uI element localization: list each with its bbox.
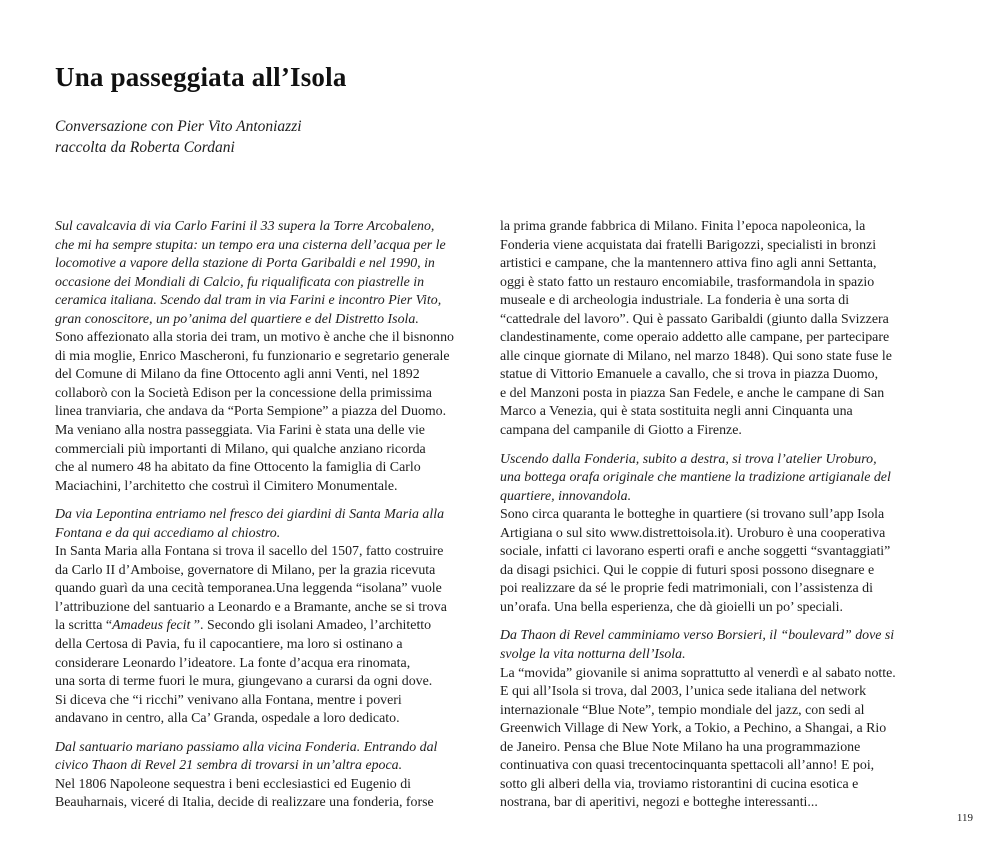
italic-text-line: Sul cavalcavia di via Carlo Farini il 33 supera la Torre Arcobaleno, bbox=[55, 219, 435, 234]
text-line: quando guarì da una cecità temporanea.Una leggenda “isolana” vuole bbox=[55, 581, 442, 597]
italic-text-line: Dal santuario mariano passiamo alla vicina Fonderia. Entrando dal bbox=[55, 739, 438, 755]
left-text-column bbox=[55, 218, 480, 813]
paragraph-gap bbox=[55, 729, 480, 739]
text-line: de Janeiro. Pensa che Blue Note Milano ha una programmazione bbox=[500, 739, 861, 755]
text-line: artistici e campane, che la mantennero attiva fino agli anni Settanta, bbox=[500, 256, 877, 272]
italic-text-line: una bottega orafa originale che mantiene la tradizione artigianale del bbox=[500, 470, 891, 486]
text-line: Nel 1806 Napoleone sequestra i beni ecclesiastici ed Eugenio di bbox=[55, 776, 412, 792]
text-line: l’attribuzione del santuario a Leonardo e a Bramante, anche se si trova bbox=[55, 599, 447, 615]
text-line: nostrana, bar di aperitivi, negozi e botteghe interessanti... bbox=[500, 795, 818, 811]
italic-text-line: occasione dei Mondiali di Calcio, fu riqualificata con piastrelle in bbox=[55, 274, 425, 290]
article-subtitle bbox=[55, 116, 302, 158]
text-line: museale e di archeologia industriale. La fonderia è una sorta di bbox=[500, 293, 850, 309]
italic-text-line: Da Thaon di Revel camminiamo verso Borsieri, il “boulevard” dove si bbox=[500, 628, 895, 644]
text-line: collaborò con la Società Edison per la concessione della primissima bbox=[55, 385, 432, 401]
text-line: clandestinamente, come operaio addetto alle campane, per partecipare bbox=[500, 330, 890, 346]
italic-text-line: Da via Lepontina entriamo nel fresco dei giardini di Santa Maria alla bbox=[55, 507, 445, 523]
text-line: commerciali più importanti di Milano, qui qualche anziano ricorda bbox=[55, 441, 426, 457]
text-line: internazionale “Blue Note”, tempio mondiale del jazz, con sedi al bbox=[500, 702, 865, 718]
italic-phrase: Amadeus fecit bbox=[112, 618, 191, 634]
paragraph-gap bbox=[55, 496, 480, 506]
paragraph-gap bbox=[500, 441, 925, 451]
italic-text-line: quartiere, innovandola. bbox=[500, 488, 632, 504]
text-line: Si diceva che “i ricchi” venivano alla Fontana, mentre i poveri bbox=[55, 692, 402, 708]
text-line: un’orafa. Una bella esperienza, che dà gioielli un po’ speciali. bbox=[500, 599, 843, 615]
italic-text-line: Fontana e da qui accediamo al chiostro. bbox=[55, 525, 281, 541]
text-line: E qui all’Isola si trova, dal 2003, l’unica sede italiana del network bbox=[500, 684, 867, 700]
italic-text-line: locomotive a vapore della stazione di Porta Garibaldi e nel 1990, in bbox=[55, 256, 435, 272]
paragraph-gap bbox=[500, 617, 925, 627]
text-line: la scritta “Amadeus fecit ”. Secondo gli isolani Amadeo, l’architetto bbox=[55, 618, 432, 634]
article-title: Una passeggiata all’Isola bbox=[55, 62, 347, 92]
text-line: linea tranviaria, che andava da “Porta Sempione” a piazza del Duomo. bbox=[55, 404, 447, 420]
text-line: Marco a Venezia, qui è stata sostituita negli anni Cinquanta una bbox=[500, 404, 853, 420]
text-line: da disagi psichici. Qui le coppie di futuri sposi possono disegnare e bbox=[500, 562, 875, 578]
italic-text-line: civico Thaon di Revel 21 sembra di trovarsi in un’altra epoca. bbox=[55, 758, 403, 774]
text-line: della Certosa di Pavia, fu il capocantiere, ma loro si ostinano a bbox=[55, 637, 403, 653]
text-line: Maciachini, l’architetto che costruì il Cimitero Monumentale. bbox=[55, 478, 398, 494]
text-line: campana del campanile di Giotto a Firenze. bbox=[500, 423, 742, 439]
text-line: una sorta di terme fuori le mura, giungevano a curarsi da ogni dove. bbox=[55, 674, 433, 690]
text-line: la prima grande fabbrica di Milano. Finita l’epoca napoleonica, la bbox=[500, 219, 866, 234]
text-line: La “movida” giovanile si anima soprattutto al venerdì e al sabato notte. bbox=[500, 665, 896, 681]
text-line: Fonderia viene acquistata dai fratelli Barigozzi, specialisti in bronzi bbox=[500, 237, 877, 253]
subtitle-line: Conversazione con Pier Vito Antoniazzi bbox=[55, 118, 302, 135]
text-line: Ma veniano alla nostra passeggiata. Via Farini è stata una delle vie bbox=[55, 423, 425, 439]
text-line: alle cinque giornate di Milano, nel marzo 1848). Qui sono state fuse le bbox=[500, 348, 892, 364]
text-line: considerare Leonardo l’ideatore. La fonte d’acqua era rinomata, bbox=[55, 655, 411, 671]
text-line: del Comune di Milano da fine Ottocento agli anni Venti, nel 1892 bbox=[55, 367, 420, 383]
text-line: di mia moglie, Enrico Mascheroni, fu funzionario e segretario generale bbox=[55, 348, 450, 364]
text-line: sociale, infatti ci lavorano esperti orafi e anche soggetti “svantaggiati” bbox=[500, 544, 891, 560]
text-line: andavano in centro, alla Ca’ Granda, ospedale a loro dedicato. bbox=[55, 711, 400, 727]
text-line: Greenwich Village di New York, a Tokio, a Pechino, a Shangai, a Rio bbox=[500, 721, 887, 737]
text-line: oggi è stato fatto un restauro encomiabile, trasformandola in spazio bbox=[500, 274, 875, 290]
right-text-column bbox=[500, 218, 925, 813]
subtitle-line: raccolta da Roberta Cordani bbox=[55, 139, 235, 156]
italic-text-line: Uscendo dalla Fonderia, subito a destra, si trova l’atelier Uroburo, bbox=[500, 451, 877, 467]
text-line: Beauharnais, viceré di Italia, decide di realizzare una fonderia, forse bbox=[55, 795, 434, 811]
text-line: e del Manzoni posta in piazza San Fedele, e anche le campane di San bbox=[500, 385, 885, 401]
italic-text-line: svolge la vita notturna dell’Isola. bbox=[500, 647, 686, 663]
text-line: “cattedrale del lavoro”. Qui è passato Garibaldi (giunto dalla Svizzera bbox=[500, 311, 889, 327]
italic-text-line: gran conoscitore, un po’anima del quartiere e del Distretto Isola. bbox=[55, 311, 419, 327]
text-line: che al numero 48 ha abitato da fine Ottocento la famiglia di Carlo bbox=[55, 460, 421, 476]
text-line: poi realizzare da sé le proprie fedi matrimoniali, con l’assistenza di bbox=[500, 581, 873, 597]
italic-text-line: ceramica italiana. Scendo dal tram in via Farini e incontro Pier Vito, bbox=[55, 293, 442, 309]
text-line: Sono affezionato alla storia dei tram, un motivo è anche che il bisnonno bbox=[55, 330, 454, 346]
text-line: sotto gli alberi della via, troviamo ristorantini di cucina esotica e bbox=[500, 776, 859, 792]
text-line: Artigiana o sul sito www.distrettoisola.it). Uroburo è una cooperativa bbox=[500, 525, 886, 541]
italic-text-line: che mi ha sempre stupita: un tempo era una cisterna dell’acqua per le bbox=[55, 237, 446, 253]
text-line: continuativa con quasi trecentocinquanta spettacoli all’anno! E poi, bbox=[500, 758, 875, 774]
text-line: da Carlo II d’Amboise, governatore di Milano, per la grazia ricevuta bbox=[55, 562, 436, 578]
text-line: In Santa Maria alla Fontana si trova il sacello del 1507, fatto costruire bbox=[55, 544, 444, 560]
page-number: 119 bbox=[956, 812, 973, 824]
text-line: Sono circa quaranta le botteghe in quartiere (si trovano sull’app Isola bbox=[500, 507, 885, 523]
text-line: statue di Vittorio Emanuele a cavallo, che si trova in piazza Duomo, bbox=[500, 367, 879, 383]
